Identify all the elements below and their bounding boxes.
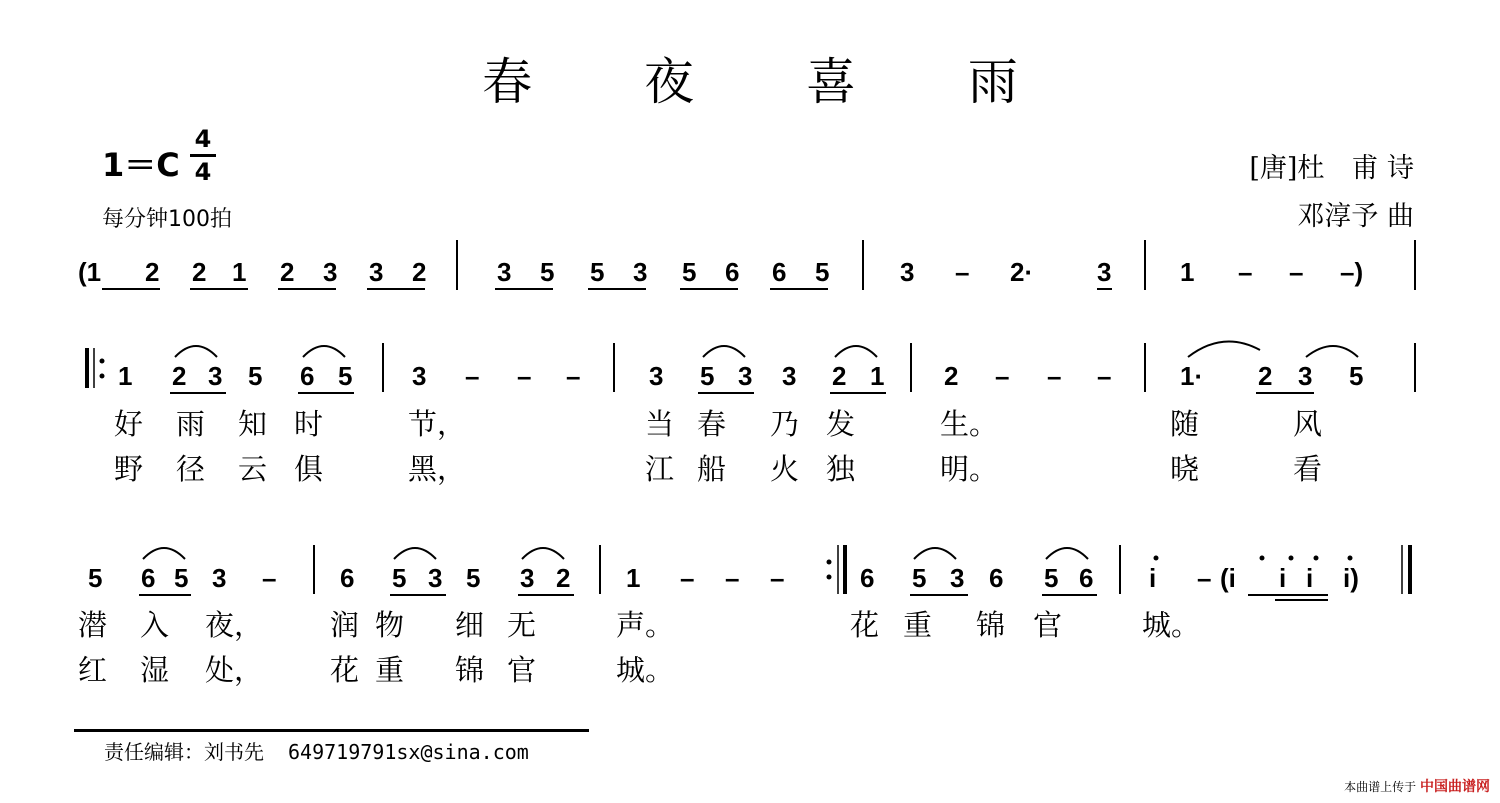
lyric: 风 [1293, 407, 1323, 441]
note: 6 [340, 563, 355, 593]
lyric: 发 [826, 407, 856, 441]
note: – [1289, 257, 1304, 287]
note: 5 [248, 361, 263, 391]
song-title: 春 夜 喜 雨 [482, 53, 1066, 111]
line2-lyrics-verse1 [114, 407, 1322, 441]
note: (i [1220, 563, 1236, 593]
time-signature-numerator: 4 [194, 125, 212, 153]
note: 6 [860, 563, 875, 593]
lyric: 节， [408, 407, 467, 441]
note: 5 [338, 361, 353, 391]
line2-notes [118, 361, 1363, 391]
editor-credit [104, 736, 529, 765]
lyric: 细 [455, 608, 485, 642]
lyric: 锦 [455, 653, 485, 687]
lyric: 当 [645, 407, 675, 441]
lyric: 好 [114, 407, 144, 441]
lyric: 俱 [294, 452, 324, 486]
final-barline [1402, 545, 1410, 594]
note: i) [1343, 563, 1359, 593]
lyric: 春 [697, 407, 727, 441]
repeat-start-sign [87, 348, 105, 388]
lyric: 径 [176, 452, 206, 486]
lyric: 晓 [1170, 452, 1200, 486]
note: – [517, 361, 532, 391]
upload-note [1344, 776, 1490, 796]
lyric: 湿 [140, 653, 170, 687]
line2-slurs [175, 341, 1358, 357]
note: 2 [412, 257, 427, 287]
note: – [1197, 563, 1212, 593]
note: 5 [700, 361, 715, 391]
note: 5 [88, 563, 103, 593]
line3-notes [88, 563, 1359, 593]
lyric: 独 [826, 452, 856, 486]
lyric: 城。 [1142, 608, 1201, 642]
note: 2 [1258, 361, 1273, 391]
line3-underlines [139, 595, 1328, 600]
lyric: 物 [375, 608, 405, 642]
lyric: 生。 [940, 407, 999, 441]
lyric: 野 [114, 452, 144, 486]
note: 6 [772, 257, 787, 287]
editor-name: 责任编辑：刘书先 [104, 740, 264, 764]
note: 5 [540, 257, 555, 287]
lyric: 官 [1033, 608, 1063, 642]
note: 3 [428, 563, 443, 593]
lyric: 无 [507, 608, 537, 642]
note: 3 [520, 563, 535, 593]
note: – [566, 361, 581, 391]
note: – [995, 361, 1010, 391]
note: 2 [172, 361, 187, 391]
note: 5 [1044, 563, 1059, 593]
footer-rule [74, 729, 589, 732]
lyric: 看 [1293, 452, 1323, 486]
note: 3 [208, 361, 223, 391]
composer-credit: 邓淳予 曲 [1297, 201, 1414, 232]
note: 3 [212, 563, 227, 593]
note: 3 [323, 257, 338, 287]
note: – [680, 563, 695, 593]
note: 5 [590, 257, 605, 287]
note: – [1047, 361, 1062, 391]
note: 3 [649, 361, 664, 391]
lyric: 雨 [176, 407, 206, 441]
lyric: 红 [78, 653, 108, 687]
note: 2 [192, 257, 207, 287]
note: 5 [392, 563, 407, 593]
note: 3 [633, 257, 648, 287]
lyric: 随 [1170, 407, 1200, 441]
note: 1 [626, 563, 641, 593]
note: (1 [78, 257, 102, 287]
note: 3 [1097, 257, 1112, 287]
note: 6 [989, 563, 1004, 593]
note: 2 [556, 563, 571, 593]
note: 6 [725, 257, 740, 287]
tempo-marking: 每分钟100拍 [102, 207, 232, 232]
lyric: 花 [330, 653, 360, 687]
note: 5 [466, 563, 481, 593]
lyric: 乃 [770, 407, 800, 441]
lyric: 火 [770, 452, 800, 486]
lyricist-credit: [唐]杜 甫 诗 [1249, 153, 1414, 184]
lyric: 夜， [205, 608, 264, 642]
note: 3 [900, 257, 915, 287]
note: 5 [912, 563, 927, 593]
editor-email: 649719791sx@sina.com [288, 740, 529, 764]
note: 6 [300, 361, 315, 391]
key-signature: 1＝C [102, 146, 180, 184]
note: 2 [145, 257, 160, 287]
lyric: 城。 [616, 653, 675, 687]
lyric: 船 [697, 452, 727, 486]
line3-slurs [143, 548, 1088, 559]
note: – [725, 563, 740, 593]
note: i [1149, 563, 1157, 593]
line2-lyrics-verse2 [114, 452, 1322, 486]
lyric: 重 [903, 608, 933, 642]
note: i [1306, 563, 1314, 593]
lyric: 声。 [616, 608, 675, 642]
line3-lyrics-verse2 [78, 653, 674, 687]
note: 3 [738, 361, 753, 391]
line1-notes [78, 257, 1363, 287]
note: 1 [118, 361, 133, 391]
note: 1 [870, 361, 885, 391]
note: – [465, 361, 480, 391]
lyric: 花 [850, 608, 880, 642]
note: 5 [1349, 361, 1364, 391]
lyric: 入 [140, 608, 170, 642]
lyric: 潜 [78, 608, 108, 642]
note: 2 [280, 257, 295, 287]
lyric: 云 [238, 452, 268, 486]
note: 2 [832, 361, 847, 391]
note: 5 [815, 257, 830, 287]
lyric: 锦 [976, 608, 1006, 642]
high-octave-dots [1154, 556, 1353, 561]
note: – [955, 257, 970, 287]
note: – [1238, 257, 1253, 287]
note: 3 [412, 361, 427, 391]
note: 3 [369, 257, 384, 287]
note: 2· [1010, 257, 1034, 287]
line3-lyrics-verse1 [78, 608, 1200, 642]
repeat-end-sign [827, 545, 846, 594]
lyric: 黑， [408, 452, 467, 486]
note: 6 [141, 563, 156, 593]
note: 3 [782, 361, 797, 391]
lyric: 时 [294, 407, 324, 441]
site-logo[interactable]: 中国曲谱网 [1420, 779, 1490, 795]
lyric: 重 [375, 653, 405, 687]
note: 1 [232, 257, 247, 287]
note: 2 [944, 361, 959, 391]
note: – [262, 563, 277, 593]
note: i [1279, 563, 1287, 593]
note: – [770, 563, 785, 593]
lyric: 明。 [940, 452, 999, 486]
upload-note-text: 本曲谱上传于 [1344, 780, 1417, 794]
lyric: 江 [645, 452, 675, 486]
note: 5 [682, 257, 697, 287]
lyric: 处， [205, 653, 264, 687]
note: 1 [1180, 257, 1195, 287]
note: 5 [174, 563, 189, 593]
note: –) [1340, 257, 1364, 287]
note: 1· [1180, 361, 1204, 391]
note: 3 [950, 563, 965, 593]
note: 3 [1298, 361, 1313, 391]
lyric: 知 [238, 407, 268, 441]
lyric: 润 [330, 608, 360, 642]
lyric: 官 [507, 653, 537, 687]
note: 3 [497, 257, 512, 287]
note: – [1097, 361, 1112, 391]
note: 6 [1079, 563, 1094, 593]
time-signature-denominator: 4 [190, 154, 216, 184]
